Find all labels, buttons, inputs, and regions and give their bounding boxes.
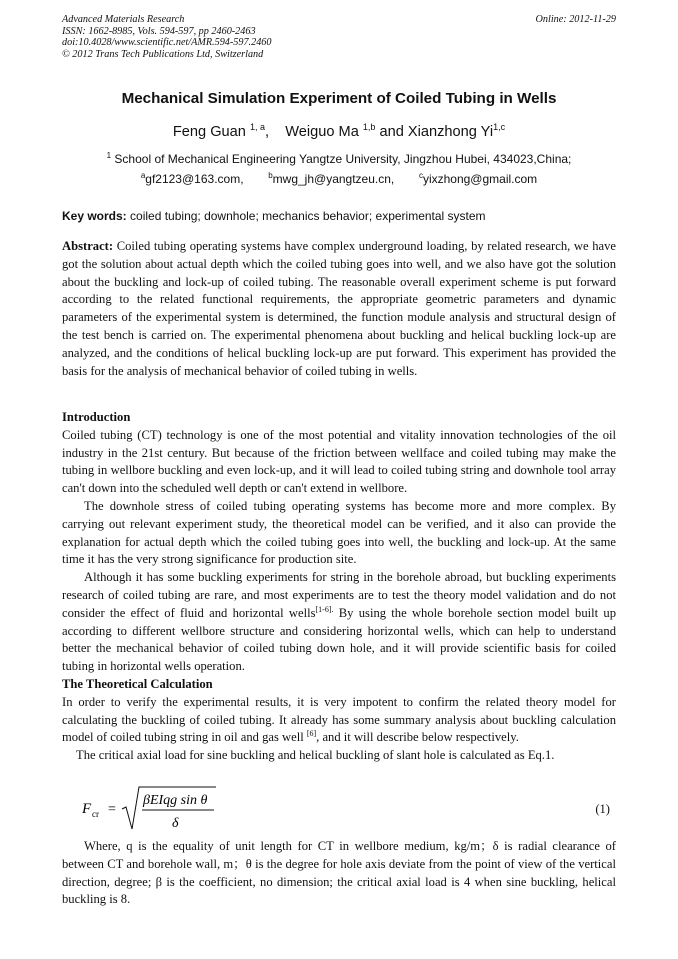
issn-line: ISSN: 1662-8985, Vols. 594-597, pp 2460-2463 bbox=[62, 25, 256, 37]
keywords-label: Key words: bbox=[62, 209, 127, 223]
equation-lhs: F bbox=[82, 801, 92, 817]
email-sup: a bbox=[140, 171, 146, 180]
abstract-text: Coiled tubing operating systems have complex underground loading, by related research, we have got the solution about actual depth which the coiled tubing goes into well, and we also have got the solution about the buckling and lock-up of coiled tubing. The reasonable overall experiment scheme is put forward according to the related functional requirements, the appropriate geometric parameters and dynamic parameters of the experimental system is determined, the function module analysis and structural design of the test bench is carried on. The experimental phenomena about buckling and helical buckling lock-up are analyzed, and the conditions of helical buckling lock-up are put forward. This experiment has provided the basis for the analysis of mechanical behavior of coiled tubing in wells. bbox=[62, 239, 616, 378]
author-affil-sup: 1,c bbox=[493, 122, 506, 132]
online-date: Online: 2012-11-29 bbox=[535, 14, 616, 25]
theory-heading: The Theoretical Calculation bbox=[62, 676, 213, 691]
journal-name: Advanced Materials Research bbox=[62, 14, 185, 25]
paragraph: The critical axial load for sine buckling and helical buckling of slant hole is calculated as Eq.1. bbox=[76, 748, 555, 763]
email-sup: c bbox=[418, 171, 423, 180]
paragraph-text: In order to verify the experimental results, it is very impotent to confirm the related theory model for calculating the buckling of coiled tubing. It already has some summary analysis about buckling calculation model of coiled tubing string in oil and gas well bbox=[62, 694, 616, 745]
equation-number: (1) bbox=[595, 802, 610, 816]
paragraph-text: , and it will describe below respectively. bbox=[316, 730, 519, 745]
keywords bbox=[62, 209, 616, 223]
doi-line: doi:10.4028/www.scientific.net/AMR.594-597.2460 bbox=[62, 37, 272, 49]
abstract bbox=[62, 238, 616, 380]
equation-1 bbox=[62, 783, 616, 835]
equation-lhs-sub: cr bbox=[92, 809, 99, 819]
author-affil-sup: 1, a bbox=[249, 122, 265, 132]
author-name: Xianzhong Yi bbox=[407, 124, 494, 140]
author-list bbox=[0, 122, 678, 140]
equation-denominator: δ bbox=[172, 816, 179, 831]
abstract-label: Abstract: bbox=[62, 239, 114, 253]
author-name: Weiguo Ma bbox=[285, 124, 359, 140]
citation: [1-6]. bbox=[315, 604, 334, 614]
equation-graphic bbox=[62, 783, 616, 835]
affiliation-text: School of Mechanical Engineering Yangtze University, Jingzhou Hubei, 434023,China; bbox=[114, 152, 572, 166]
email-link[interactable]: gf2123@163.com, bbox=[145, 172, 244, 186]
keywords-text: coiled tubing; downhole; mechanics behavior; experimental system bbox=[130, 209, 486, 223]
email-link[interactable]: mwg_jh@yangtzeu.cn, bbox=[272, 172, 395, 186]
email-link[interactable]: yixzhong@gmail.com bbox=[422, 172, 538, 186]
author-name: Feng Guan bbox=[172, 124, 246, 140]
equation-equals: = bbox=[108, 802, 116, 817]
copyright-line: © 2012 Trans Tech Publications Ltd, Switzerland bbox=[62, 48, 264, 60]
affiliation bbox=[0, 151, 678, 166]
paragraph: Coiled tubing (CT) technology is one of the most potential and vitality innovation technologies of the oil industry in the 21st century. But because of the friction between wellface and coiled tubing may make the tubing in wellbore buckling and even lock-up, and it will lead to coiled tubing string and downhole tool array can't down into the scheduled well depth or can't extend in wellbore. bbox=[62, 427, 616, 496]
journal-header bbox=[62, 14, 616, 60]
email-sup: b bbox=[268, 171, 273, 180]
paper-title: Mechanical Simulation Experiment of Coiled Tubing in Wells bbox=[121, 90, 557, 107]
paragraph bbox=[62, 569, 616, 676]
paragraph-text: By using the whole borehole section model built up according to different wellbore structure and considering horizontal wells, which can help to understand better the mechanical behavior of coiled tubing down hole, and it will provide scientific basis for coiled tubing in horizontal wells operation. bbox=[62, 605, 616, 674]
paragraph: Where, q is the equality of unit length for CT in wellbore medium, kg/m；δ is radial clearance of between CT and borehole wall, m；θ is the degree for hole axis deviate from the point of view of the vertical direction, degree; β is the coefficient, no dimension; the critical axial load is 4 when sine buckling, helical buckling is 8. bbox=[62, 839, 616, 907]
paragraph bbox=[62, 694, 616, 747]
paragraph: The downhole stress of coiled tubing operating systems has become more and more complex. By carrying out relevant experiment study, the theoretical model can be verified, and it also can provide the explanation for actual depth which the coiled tubing goes into well, the buckling and lock-up. At the same time it has the very strong significance for production site. bbox=[62, 498, 616, 567]
email-list bbox=[0, 171, 678, 186]
affiliation-sup: 1 bbox=[106, 151, 112, 160]
introduction-heading: Introduction bbox=[62, 410, 131, 424]
citation: [6] bbox=[306, 729, 317, 739]
author-separator: , bbox=[265, 124, 270, 140]
author-affil-sup: 1,b bbox=[362, 122, 376, 132]
where-section bbox=[62, 838, 616, 909]
paragraph-text: Although it has some buckling experiments for string in the borehole abroad, but buckling experiments research of coiled tubing are rare, and most experiments are to test the theory model validation and do not consider the effect of fluid and horizontal wells bbox=[62, 570, 616, 620]
author-and: and bbox=[379, 124, 404, 140]
equation-numerator: βEIqg sin θ bbox=[143, 793, 208, 808]
introduction-section bbox=[62, 409, 616, 765]
